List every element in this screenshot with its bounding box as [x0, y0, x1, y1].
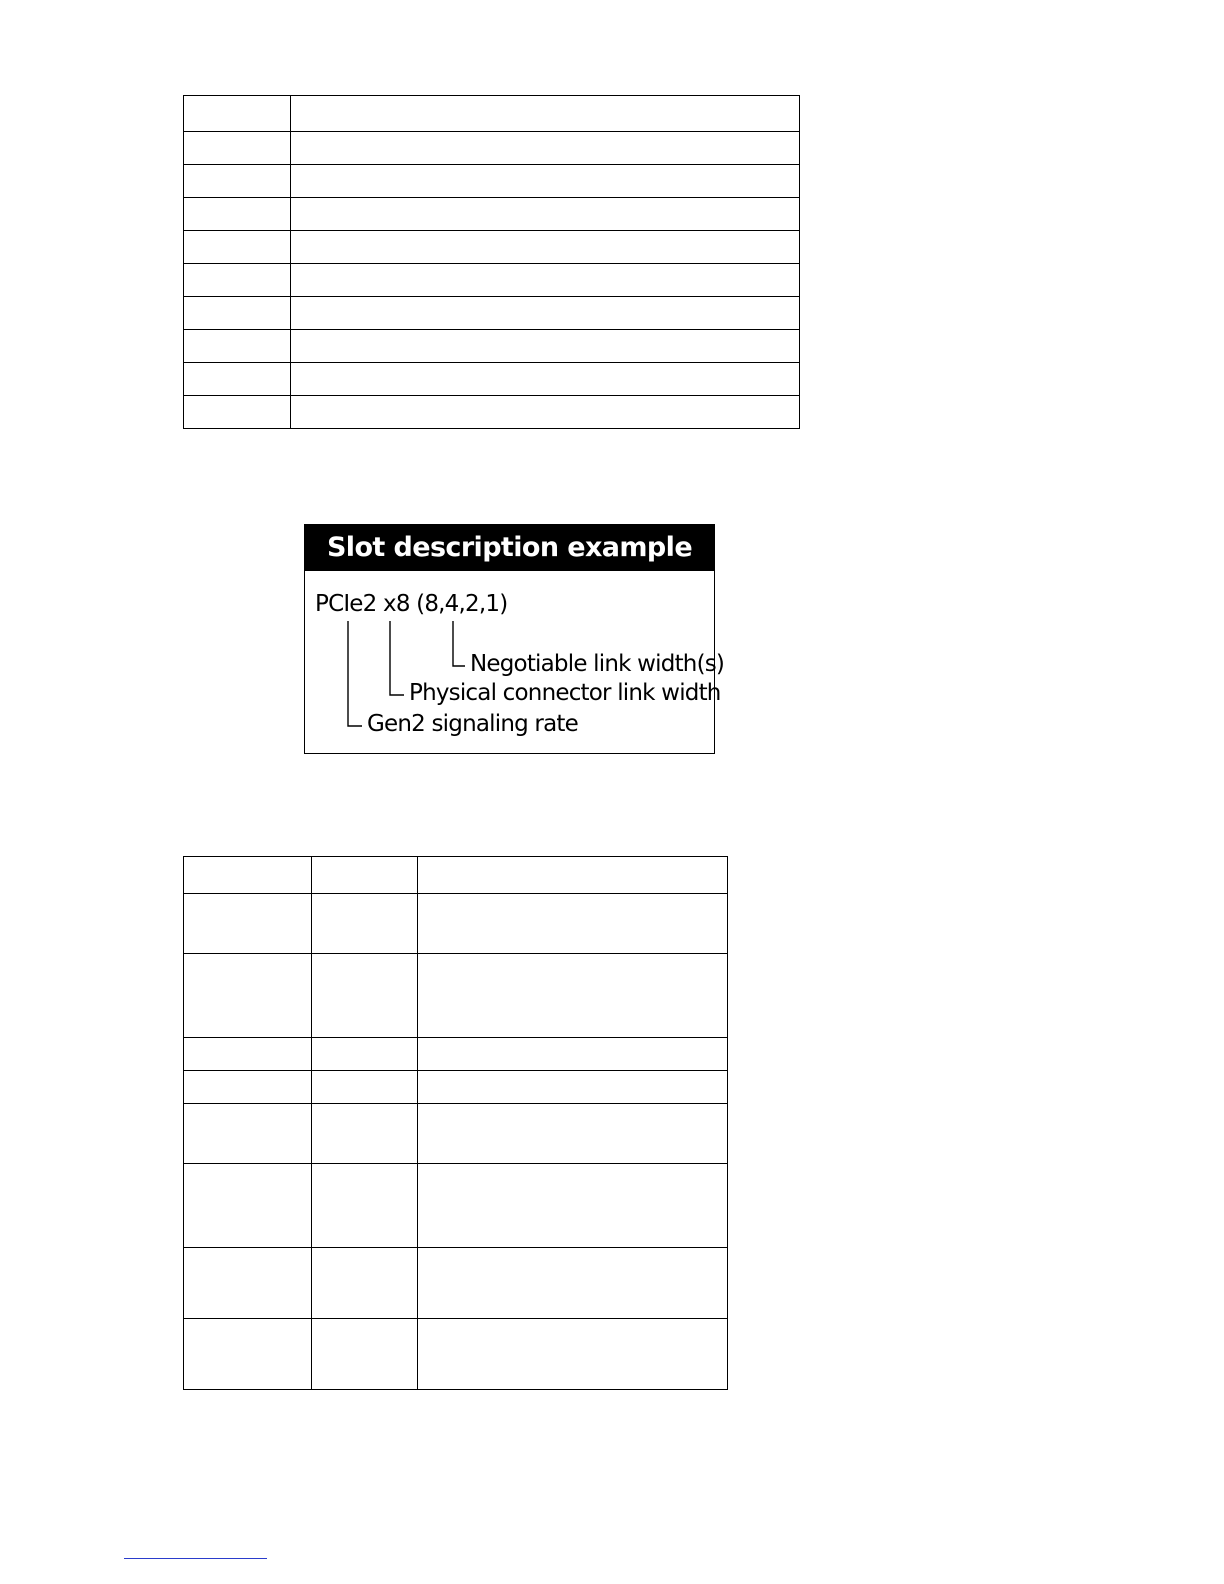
table-cell [312, 1319, 418, 1390]
table-cell [312, 1248, 418, 1319]
table-cell [184, 1071, 312, 1104]
table-cell [312, 1104, 418, 1164]
table-cell [184, 894, 312, 954]
table-row [184, 165, 800, 198]
table-cell [291, 330, 800, 363]
table-cell [184, 264, 291, 297]
table-cell [184, 1319, 312, 1390]
table-cell [184, 1038, 312, 1071]
table-cell [312, 1038, 418, 1071]
figure-title: Slot description example [305, 525, 714, 571]
table-row [184, 1071, 728, 1104]
table-cell [418, 894, 728, 954]
slot-description-figure [304, 524, 725, 754]
table-cell [418, 1248, 728, 1319]
table-cell [312, 894, 418, 954]
table-cell [312, 1164, 418, 1248]
table-cell [291, 231, 800, 264]
table-cell [312, 954, 418, 1038]
table-row [184, 264, 800, 297]
table-cell [418, 954, 728, 1038]
callout-signaling: Gen2 signaling rate [367, 711, 578, 737]
table-row [184, 1164, 728, 1248]
table-cell [184, 396, 291, 429]
footer-link-underline[interactable] [124, 1558, 267, 1559]
table-row [184, 297, 800, 330]
table-cell [312, 1071, 418, 1104]
callout-physical: Physical connector link width [409, 680, 721, 706]
table-cell [184, 954, 312, 1038]
table-cell [291, 198, 800, 231]
table-cell [184, 198, 291, 231]
table-cell [184, 132, 291, 165]
table-row [184, 1248, 728, 1319]
table-cell [418, 1104, 728, 1164]
table-cell [184, 231, 291, 264]
table-cell [418, 1164, 728, 1248]
lower-table [183, 856, 728, 1390]
table-cell [418, 1071, 728, 1104]
table-cell [184, 857, 312, 894]
table-cell [184, 363, 291, 396]
table-cell [418, 1038, 728, 1071]
leader-signaling [348, 621, 362, 726]
table-row [184, 1038, 728, 1071]
table-cell [184, 1164, 312, 1248]
table-cell [184, 1104, 312, 1164]
table-cell [291, 264, 800, 297]
table-row [184, 857, 728, 894]
table-cell [291, 165, 800, 198]
table-row [184, 396, 800, 429]
table-row [184, 894, 728, 954]
table-row [184, 198, 800, 231]
table-cell [291, 96, 800, 132]
table-cell [184, 165, 291, 198]
table-cell [291, 363, 800, 396]
table-cell [291, 297, 800, 330]
table-cell [418, 857, 728, 894]
table-cell [184, 96, 291, 132]
table-row [184, 1104, 728, 1164]
table-cell [184, 297, 291, 330]
table-row [184, 954, 728, 1038]
table-cell [312, 857, 418, 894]
table-cell [184, 1248, 312, 1319]
leader-negotiable [453, 621, 465, 666]
leader-physical [390, 621, 404, 695]
callout-negotiable: Negotiable link width(s) [470, 651, 725, 677]
table-cell [291, 396, 800, 429]
table-row [184, 363, 800, 396]
table-row [184, 96, 800, 132]
table-cell [291, 132, 800, 165]
table-row [184, 231, 800, 264]
table-row [184, 1319, 728, 1390]
table-cell [418, 1319, 728, 1390]
table-row [184, 132, 800, 165]
upper-table [183, 95, 800, 429]
table-cell [184, 330, 291, 363]
table-row [184, 330, 800, 363]
slot-code: PCIe2 x8 (8,4,2,1) [315, 591, 508, 617]
